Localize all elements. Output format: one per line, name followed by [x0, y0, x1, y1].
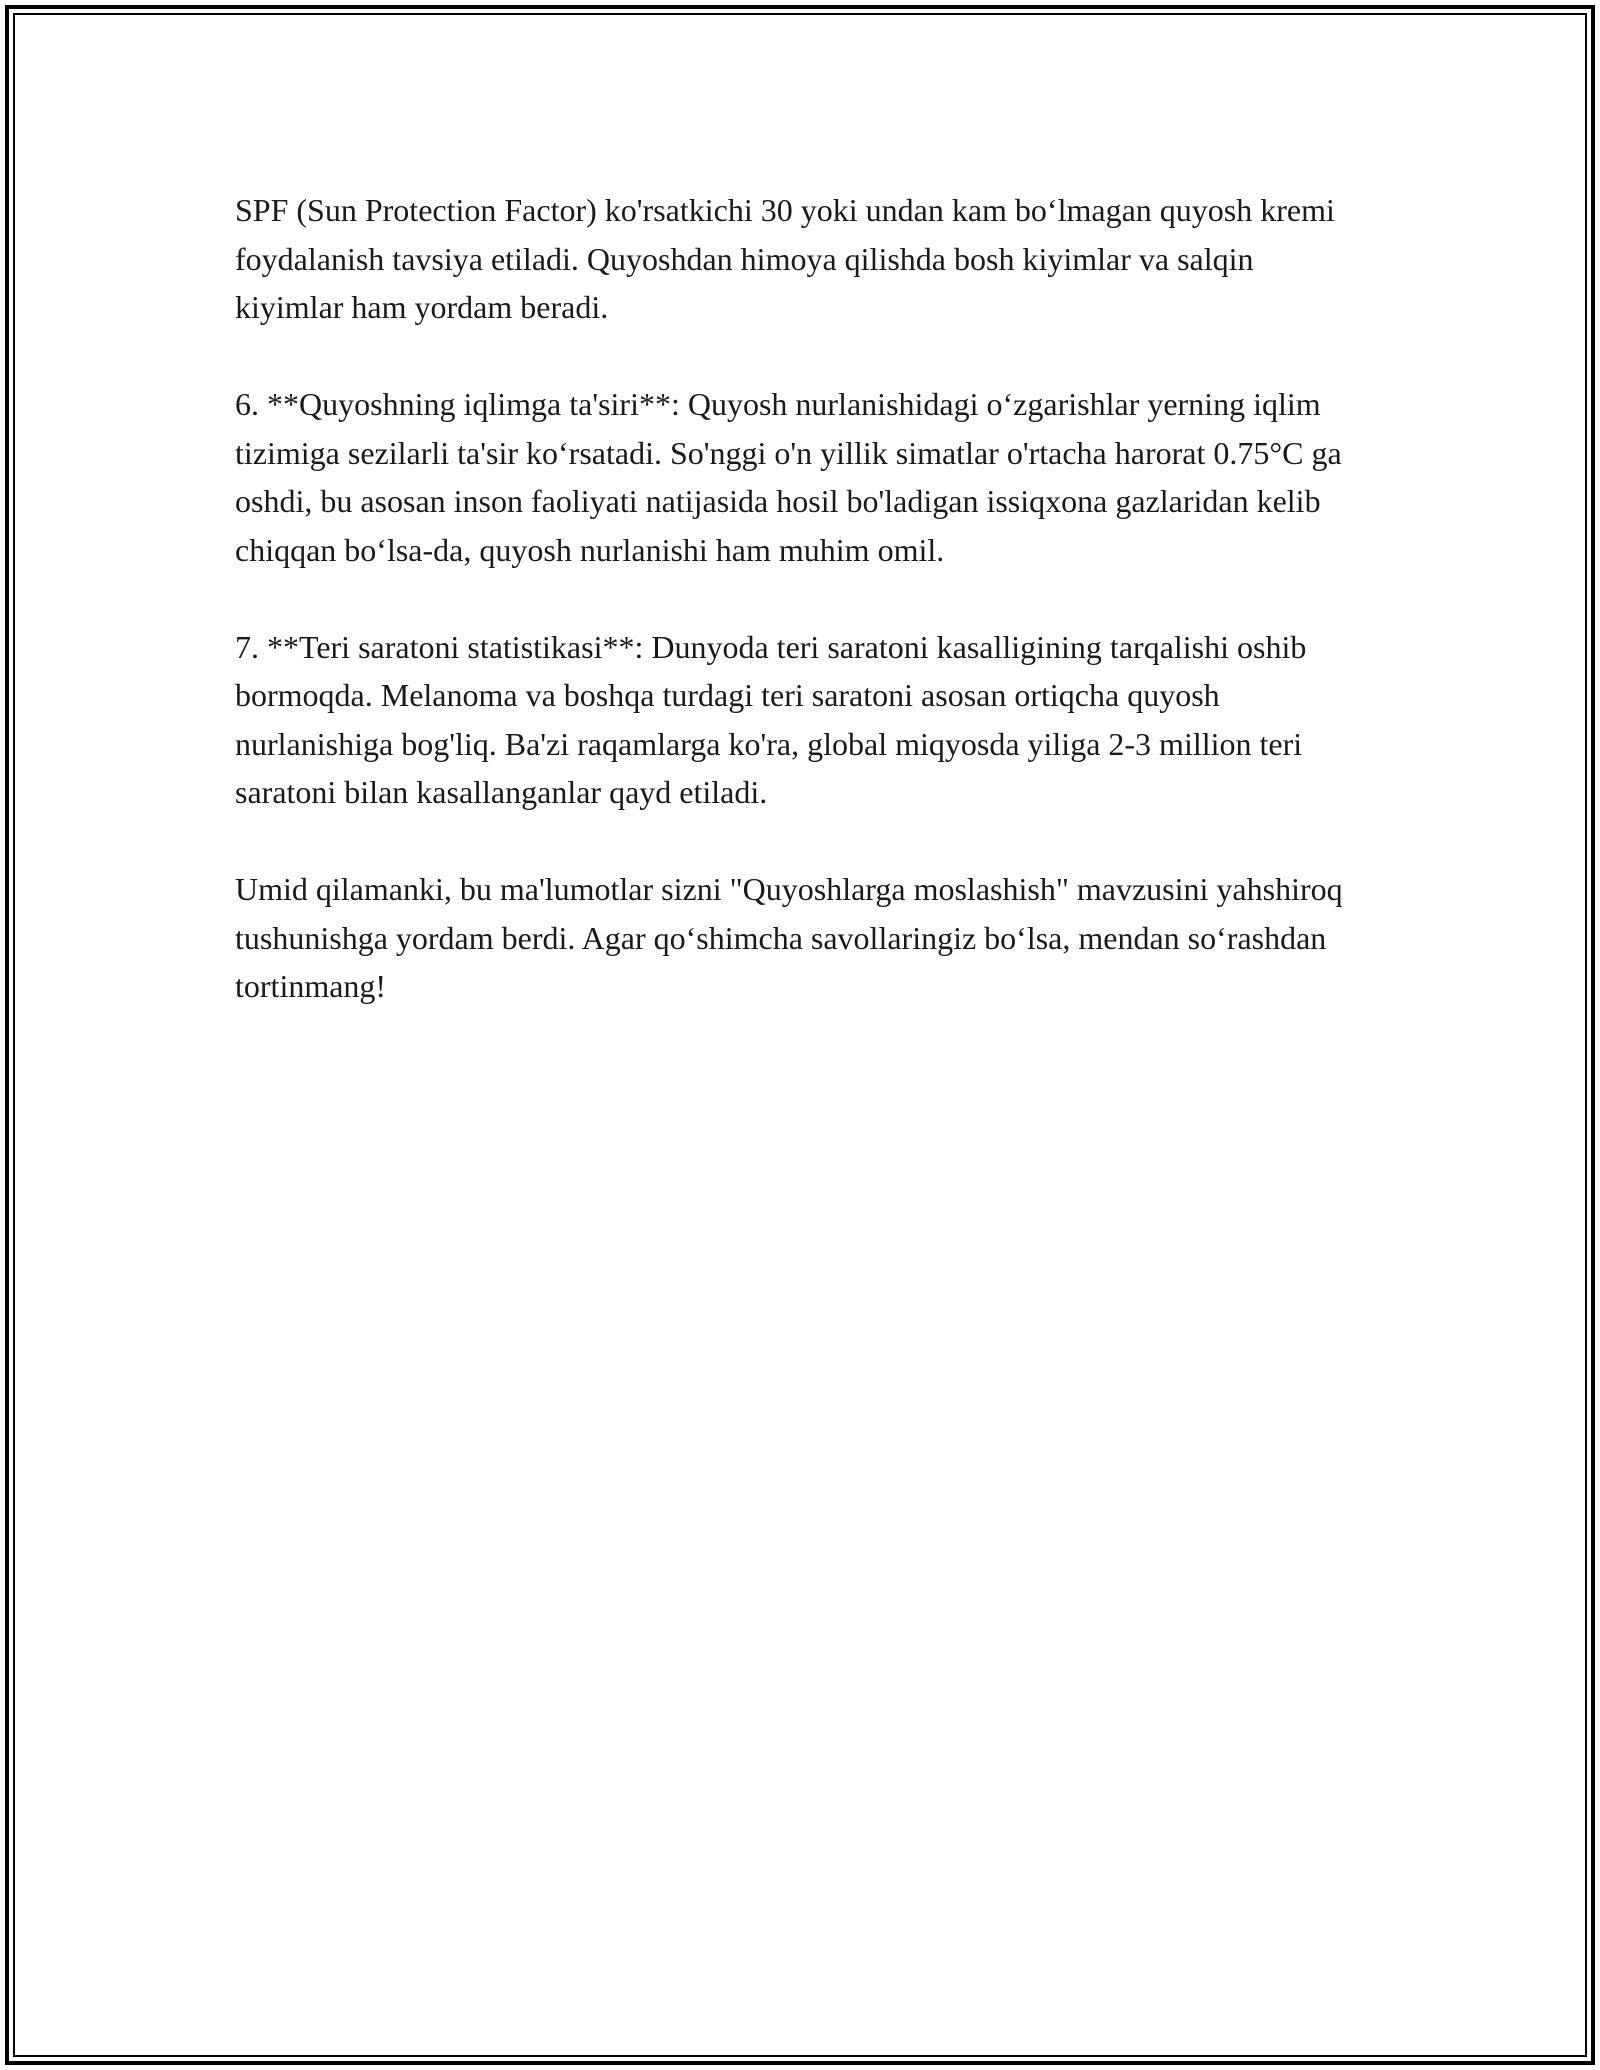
paragraph-closing: Umid qilamanki, bu ma'lumotlar sizni "Quyoshlarga moslashish" mavzusini yahshiroq tushunishga yordam berdi. Agar qo‘shimcha savollaringiz bo‘lsa, mendan so‘rashdan tortinmang!	[235, 871, 1343, 1004]
paragraph-spf-recommendation: SPF (Sun Protection Factor) ko'rsatkichi 30 yoki undan kam bo‘lmagan quyosh kremi foydalanish tavsiya etiladi. Quyoshdan himoya qilishda bosh kiyimlar va salqin kiyimlar ham yordam beradi.	[235, 192, 1335, 325]
paragraph-skin-cancer-statistics: 7. **Teri saratoni statistikasi**: Dunyoda teri saratoni kasalligining tarqalishi oshib bormoqda. Melanoma va boshqa turdagi teri saratoni asosan ortiqcha quyosh nurlanishiga bog'liq. Ba'zi raqamlarga ko'ra, global miqyosda yiliga 2-3 million teri saratoni bilan kasallanganlar qayd etiladi.	[235, 628, 1307, 810]
paragraph-climate-impact: 6. **Quyoshning iqlimga ta'siri**: Quyosh nurlanishidagi o‘zgarishlar yerning iqlim tizimiga sezilarli ta'sir ko‘rsatadi. So'nggi o'n yillik simatlar o'rtacha harorat 0.75°C ga oshdi, bu asosan inson faoliyati natijasida hosil bo'ladigan issiqxona gazlaridan kelib chiqqan bo‘lsa-da, quyosh nurlanishi ham muhim omil.	[235, 386, 1342, 568]
document-body	[235, 186, 1365, 1059]
